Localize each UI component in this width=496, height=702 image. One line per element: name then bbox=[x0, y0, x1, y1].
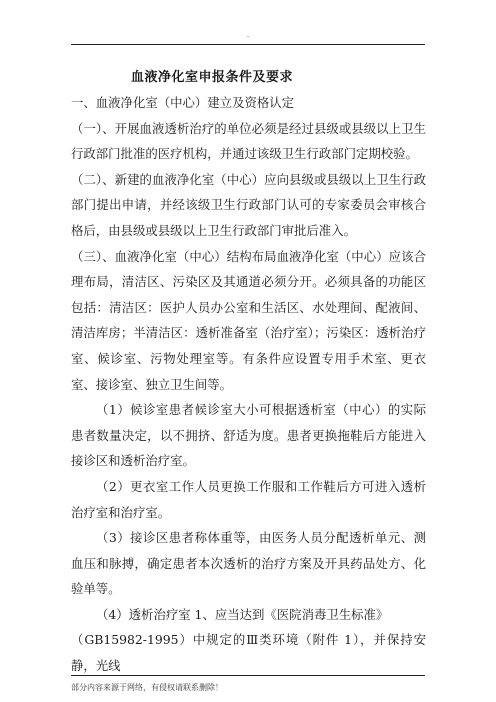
footer-rule bbox=[71, 675, 425, 676]
paragraph-3: （三）、血液净化室（中心）结构布局血液净化室（中心）应该合理布局，清洁区、污染区及其通道必须分开。必须具备的功能区包括：清洁区：医护人员办公室和生活区、水处理间、配液间、清洁库房；半清洁区：透析准备室（治疗室）；污染区：透析治疗室、候诊室、污物处理室等。有条件应设置专用手术室、更衣室、接诊室、独立卫生间等。 bbox=[71, 248, 426, 392]
paragraph-7: （4）透析治疗室 1、应当达到《医院消毒卫生标准》 bbox=[96, 606, 389, 622]
paragraph-4: （1）候诊室患者候诊室大小可根据透析室（中心）的实际患者数量决定，以不拥挤、舒适为度。患者更换拖鞋后方能进入接诊区和透析治疗室。 bbox=[71, 402, 426, 469]
section-heading: 一、血液净化室（中心）建立及资格认定 bbox=[71, 95, 295, 110]
header-mark: . bbox=[246, 30, 250, 39]
footer-note: 部分内容来源于网络，有侵权请联系删除！ bbox=[71, 683, 223, 692]
paragraph-5: （2）更衣室工作人员更换工作服和工作鞋后方可进入透析治疗室和治疗室。 bbox=[71, 478, 426, 520]
paragraph-6: （3）接诊区患者称体重等，由医务人员分配透析单元、测血压和脉搏，确定患者本次透析的治疗方案及开具药品处方、化验单等。 bbox=[71, 530, 426, 597]
document-title: 血液净化室申报条件及要求 bbox=[131, 70, 294, 85]
header-rule bbox=[71, 44, 425, 45]
document-body bbox=[71, 90, 426, 679]
paragraph-2: （二）、新建的血液净化室（中心）应向县级或县级以上卫生行政部门提出申请，并经该级卫生行政部门认可的专家委员会审核合格后，由县级或县级以上卫生行政部门审批后准入。 bbox=[71, 171, 426, 238]
paragraph-1: （一）、开展血液透析治疗的单位必须是经过县级或县级以上卫生行政部门批准的医疗机构，并通过该级卫生行政部门定期校验。 bbox=[71, 120, 426, 162]
paragraph-8: （GB15982-1995）中规定的Ⅲ类环境（附件 1），并保持安静，光线 bbox=[71, 632, 426, 674]
